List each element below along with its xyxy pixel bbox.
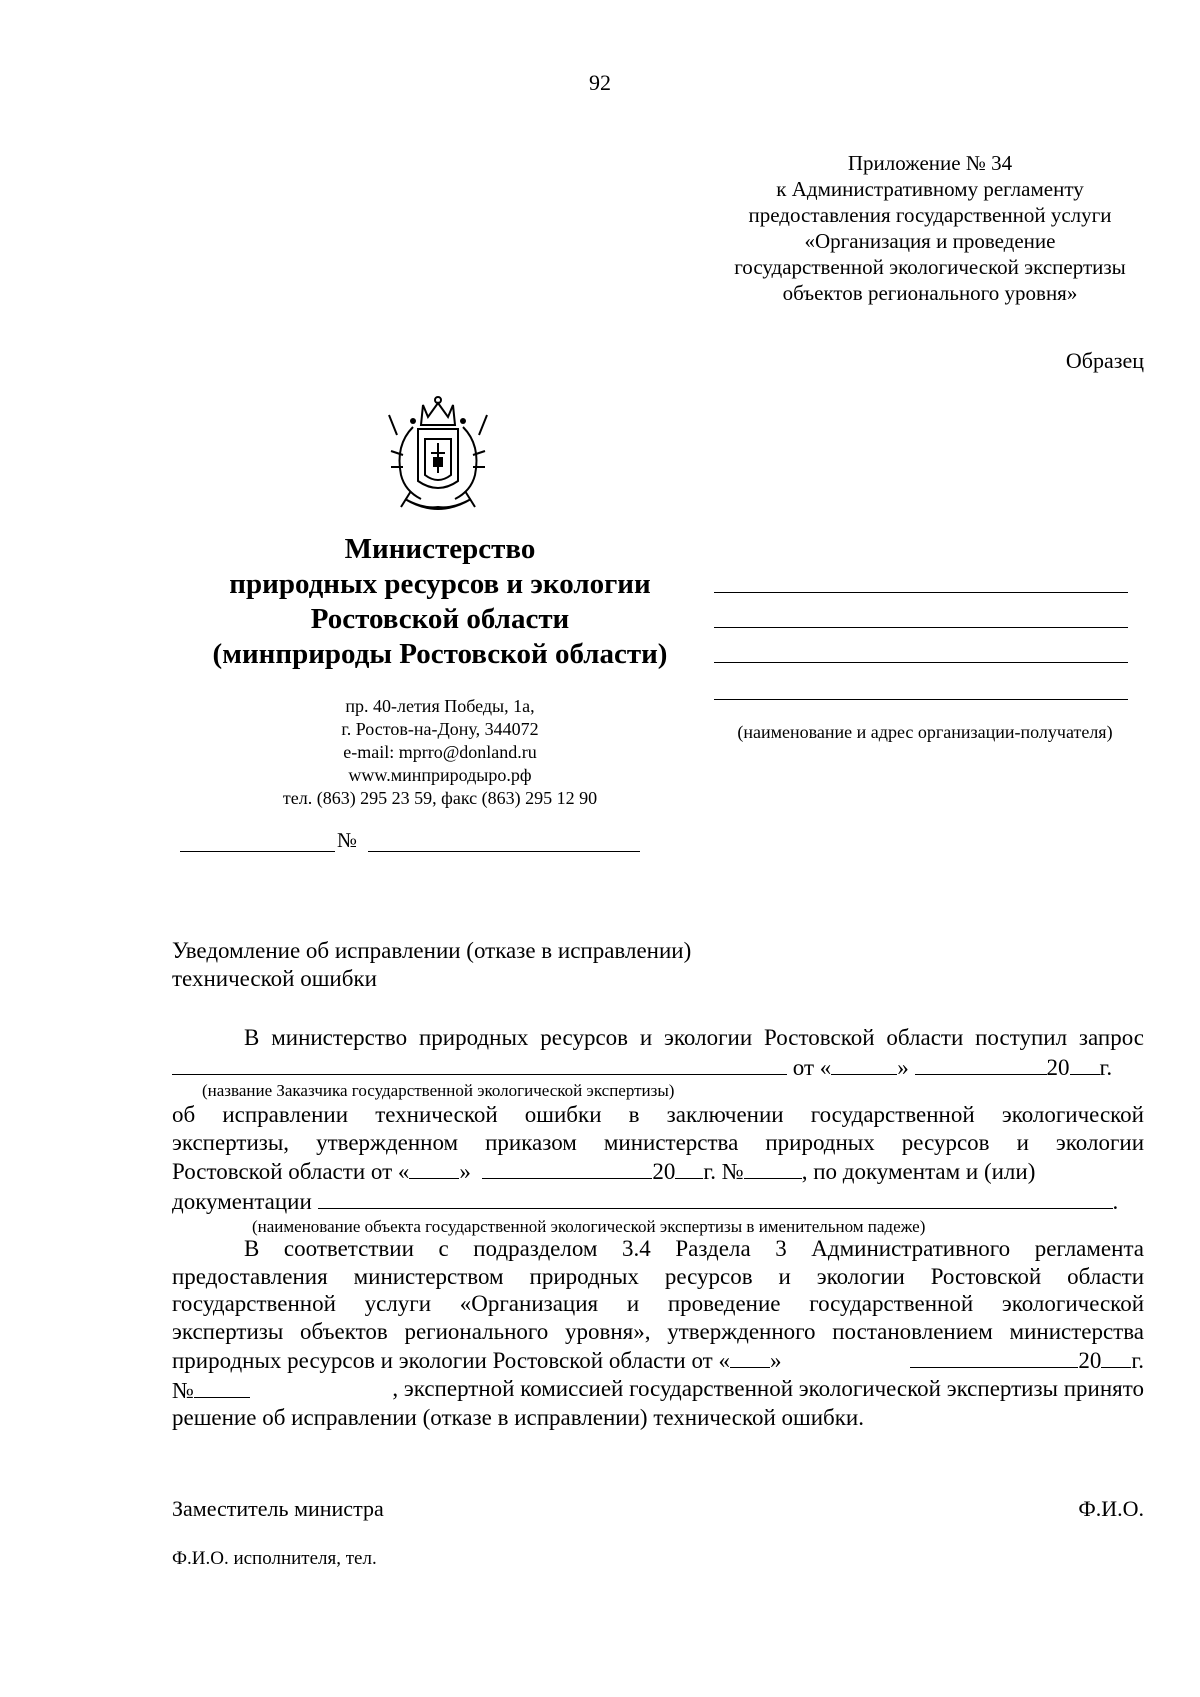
text-fragment: Ростовской области от « [172,1159,410,1184]
year-blank [675,1156,703,1179]
executor-info: Ф.И.О. исполнителя, тел. [172,1548,377,1569]
text-line [172,1052,1144,1082]
text-line [172,1186,1144,1216]
text-line: государственной услуги «Организация и проведение государственной экологической [172,1291,1144,1316]
day-blank [409,1156,459,1179]
organization-name-line: Министерство [344,533,536,565]
signatory-name: Ф.И.О. [1078,1496,1144,1521]
text-fragment: 20 [1078,1348,1102,1373]
organization-address [230,695,650,810]
text-line [172,1156,1144,1186]
sample-label: Образец [1065,348,1144,373]
outgoing-number-field [180,826,640,854]
number-blank [368,851,640,852]
address-line: тел. (863) 295 23 59, факс (863) 295 12 90 [282,788,598,808]
paragraph-decision [172,1235,1144,1432]
text-fragment: документации [172,1188,312,1214]
appendix-line: «Организация и проведение [804,229,1056,253]
text-fragment: , по документам и (или) [801,1159,1036,1184]
address-line: г. Ростов-на-Дону, 344072 [341,719,539,739]
address-line: пр. 40-летия Победы, 1а, [345,696,535,716]
customer-name-blank [172,1052,787,1075]
resolution-number-blank [194,1375,250,1398]
text-fragment: г. [1131,1348,1144,1373]
address-line: www.минприродыро.рф [348,765,532,785]
year-blank [1101,1345,1131,1368]
recipient-caption: (наименование и адрес организации-получателя) [737,722,1113,742]
object-caption: (наименование объекта государственной экологической экспертизы в именительном падеже) [252,1217,926,1236]
appendix-line: государственной экологической экспертизы [734,255,1126,279]
recipient-line-4 [714,699,1128,700]
text-fragment: № [172,1377,194,1403]
appendix-line: предоставления государственной услуги [748,203,1112,227]
text-fragment: » [769,1348,782,1373]
text-line: предоставления министерством природных ресурсов и экологии Ростовской области [172,1263,1144,1289]
appendix-line: объектов регионального уровня» [782,281,1078,305]
text-fragment: » [459,1159,471,1184]
month-blank [910,1345,1078,1368]
month-blank [482,1156,652,1179]
appendix-line: к Административному регламенту [776,177,1084,201]
text-fragment: . [1112,1188,1119,1214]
text-line: экспертизы, утвержденном приказом министерства природных ресурсов и экологии [172,1129,1144,1155]
text-fragment: , экспертной комиссией государственной экологической экспертизы принято [392,1375,1144,1401]
recipient-line-3 [714,662,1128,663]
organization-name-line: Ростовской области [310,603,570,635]
text-line: решение об исправлении (отказе в исправлении) технической ошибки. [172,1405,864,1430]
text-fragment [910,1345,1144,1375]
number-sign: № [337,828,358,852]
text-fragment: 20 [652,1159,676,1184]
text-fragment: от « [792,1054,832,1080]
text-line: об исправлении технической ошибки в заключении государственной экологической [172,1102,1144,1127]
organization-name-line: природных ресурсов и экологии [229,568,651,600]
text-fragment: природных ресурсов и экологии Ростовской области от « [172,1348,730,1373]
appendix-line: Приложение № 34 [847,151,1013,175]
text-fragment [172,1375,250,1405]
month-blank [915,1052,1047,1075]
order-number-blank [744,1156,802,1179]
organization-name-line: (минприроды Ростовской области) [212,638,668,670]
text-line: В соответствии с подразделом 3.4 Раздела 3 Административного регламента [244,1236,1144,1261]
appendix-block [700,150,1160,306]
document-title-line: Уведомление об исправлении (отказе в исправлении) [172,938,692,963]
document-title [172,937,691,993]
text-line: экспертизы объектов регионального уровня», утвержденного постановлением министерства [172,1318,1144,1344]
text-fragment [172,1345,781,1375]
year-blank [1070,1052,1100,1075]
object-name-blank [318,1186,1113,1209]
day-blank [730,1345,770,1368]
text-fragment: » [897,1054,909,1080]
text-line [172,1345,1144,1375]
text-fragment: г. № [703,1159,744,1184]
paragraph-request [172,1024,1144,1239]
document-title-line: технической ошибки [172,966,377,991]
text-line [172,1375,1144,1405]
text-fragment: 20 [1046,1054,1070,1080]
address-line: e-mail: mprro@donland.ru [343,742,537,762]
signatory-position: Заместитель министра [172,1496,384,1521]
day-blank [831,1052,897,1075]
recipient-line-1 [714,592,1128,593]
coat-of-arms-icon [383,395,493,521]
date-blank [180,851,335,852]
page-number: 92 [589,70,611,95]
text-fragment: г. [1099,1054,1113,1080]
text-line: В министерство природных ресурсов и экологии Ростовской области поступил запрос [244,1025,1144,1050]
customer-caption: (название Заказчика государственной экологической экспертизы) [202,1081,675,1100]
organization-name [160,532,720,672]
recipient-line-2 [714,627,1128,628]
